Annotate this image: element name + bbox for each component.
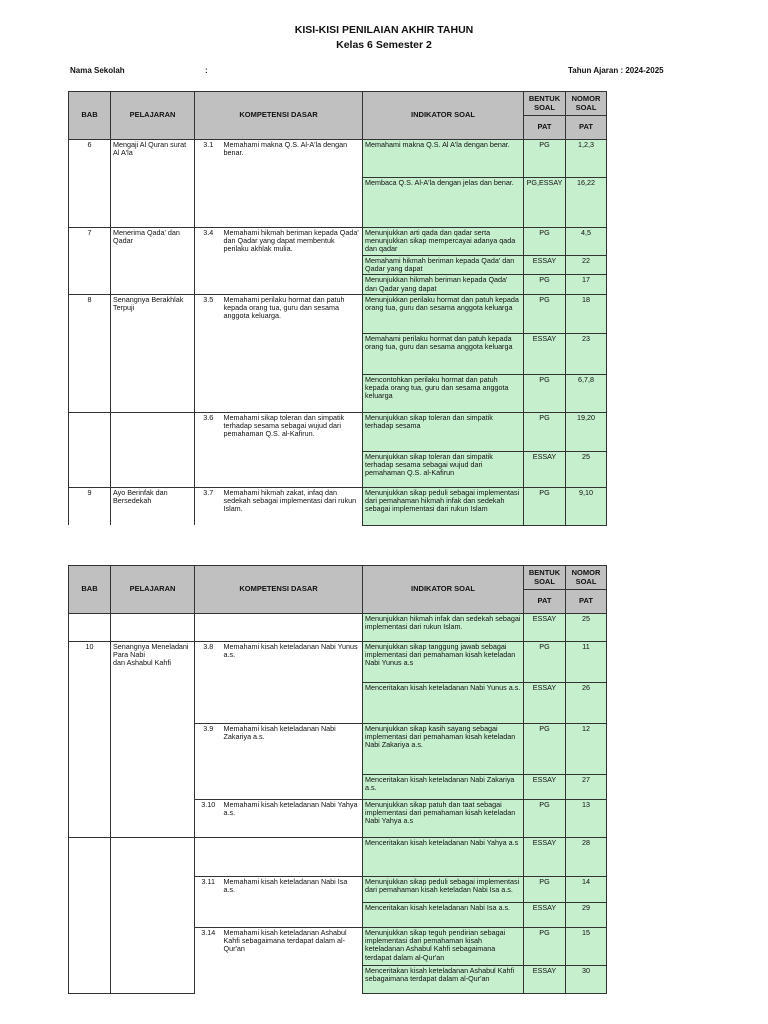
- bab-cell: [69, 724, 111, 775]
- table-row: [69, 487, 607, 525]
- table-row: [69, 966, 607, 994]
- kd-number-cell: 3.14: [195, 928, 222, 966]
- bab-cell: [69, 838, 111, 877]
- nomor-soal-cell: 11: [566, 642, 607, 683]
- header-indikator-soal: INDIKATOR SOAL: [363, 566, 524, 614]
- table-row: [69, 294, 607, 333]
- kd-text-cell: [222, 966, 363, 994]
- nomor-soal-cell: 12: [566, 724, 607, 775]
- academic-year: Tahun Ajaran : 2024-2025: [568, 66, 664, 75]
- bab-cell: 7: [69, 228, 111, 256]
- header-bab: BAB: [69, 92, 111, 140]
- kd-text-cell: Memahami makna Q.S. Al-A'la dengan benar.: [222, 140, 363, 178]
- pelajaran-cell: [111, 903, 195, 928]
- bab-cell: [69, 903, 111, 928]
- indikator-cell: Memahami makna Q.S. Al A'la dengan benar.: [363, 140, 524, 178]
- kd-number-cell: 3.7: [195, 487, 222, 525]
- pelajaran-cell: [111, 928, 195, 966]
- kd-text-cell: [222, 333, 363, 374]
- table-body: [69, 614, 607, 994]
- header-pat-nomor: PAT: [566, 590, 607, 614]
- table-row: [69, 140, 607, 178]
- bab-cell: [69, 275, 111, 294]
- kd-number-cell: 3.10: [195, 800, 222, 838]
- indikator-cell: Menceritakan kisah keteladanan Nabi Zakariya a.s.: [363, 775, 524, 800]
- pelajaran-cell: [111, 838, 195, 877]
- school-label: Nama Sekolah: [70, 66, 125, 75]
- table-row: [69, 903, 607, 928]
- nomor-soal-cell: 16,22: [566, 178, 607, 228]
- table-row: [69, 642, 607, 683]
- kd-number-cell: [195, 178, 222, 228]
- table-row: [69, 178, 607, 228]
- nomor-soal-cell: 25: [566, 451, 607, 487]
- bentuk-soal-cell: PG: [524, 412, 566, 451]
- bentuk-soal-cell: PG: [524, 374, 566, 412]
- header-pelajaran: PELAJARAN: [111, 92, 195, 140]
- school-separator: :: [205, 66, 208, 75]
- bab-cell: [69, 966, 111, 994]
- header-kompetensi-dasar: KOMPETENSI DASAR: [195, 92, 363, 140]
- indikator-cell: Menunjukkan sikap peduli sebagai implementasi dari pemahaman kisah keteladan Nabi Isa a.s.: [363, 877, 524, 903]
- bentuk-soal-cell: PG: [524, 228, 566, 256]
- kd-number-cell: [195, 966, 222, 994]
- header-kompetensi-dasar: KOMPETENSI DASAR: [195, 566, 363, 614]
- table-row: [69, 275, 607, 294]
- bentuk-soal-cell: ESSAY: [524, 451, 566, 487]
- table-row: [69, 333, 607, 374]
- bentuk-soal-cell: PG: [524, 877, 566, 903]
- pelajaran-cell: [111, 451, 195, 487]
- table-row: [69, 838, 607, 877]
- kd-number-cell: [195, 451, 222, 487]
- pelajaran-cell: Menerima Qada' dan Qadar: [111, 228, 195, 256]
- nomor-soal-cell: 25: [566, 614, 607, 642]
- kd-text-cell: Memahami kisah keteladanan Ashabul Kahfi sebagaimana terdapat dalam al-Qur'an: [222, 928, 363, 966]
- table-row: [69, 928, 607, 966]
- nomor-soal-cell: 30: [566, 966, 607, 994]
- bentuk-soal-cell: PG: [524, 487, 566, 525]
- pelajaran-cell: [111, 775, 195, 800]
- kd-number-cell: 3.4: [195, 228, 222, 256]
- kd-number-cell: [195, 275, 222, 294]
- kd-number-cell: [195, 256, 222, 275]
- bab-cell: [69, 178, 111, 228]
- bab-cell: 10: [69, 642, 111, 683]
- indikator-cell: Menunjukkan perilaku hormat dan patuh kepada orang tua, guru dan sesama anggota keluarga: [363, 294, 524, 333]
- table-row: [69, 374, 607, 412]
- pelajaran-cell: [111, 374, 195, 412]
- nomor-soal-cell: 23: [566, 333, 607, 374]
- kisi-table-2: [68, 565, 607, 994]
- header-nomor-soal: NOMOR SOAL: [566, 566, 607, 590]
- nomor-soal-cell: 4,5: [566, 228, 607, 256]
- bab-cell: [69, 333, 111, 374]
- indikator-cell: Menceritakan kisah keteladanan Ashabul Kahfi sebagaimana terdapat dalam al-Qur'an: [363, 966, 524, 994]
- bab-cell: 8: [69, 294, 111, 333]
- nomor-soal-cell: 1,2,3: [566, 140, 607, 178]
- bab-cell: 9: [69, 487, 111, 525]
- indikator-cell: Menceritakan kisah keteladanan Nabi Yunus a.s.: [363, 683, 524, 724]
- pelajaran-cell: [111, 877, 195, 903]
- bab-cell: [69, 256, 111, 275]
- table-row: [69, 451, 607, 487]
- kd-number-cell: 3.6: [195, 412, 222, 451]
- kd-number-cell: [195, 775, 222, 800]
- kd-text-cell: Memahami kisah keteladanan Nabi Yahya a.s.: [222, 800, 363, 838]
- bab-cell: [69, 614, 111, 642]
- bentuk-soal-cell: PG,ESSAY: [524, 178, 566, 228]
- kd-text-cell: [222, 178, 363, 228]
- header-pat-bentuk: PAT: [524, 116, 566, 140]
- bentuk-soal-cell: PG: [524, 800, 566, 838]
- bentuk-soal-cell: PG: [524, 275, 566, 294]
- header-nomor-soal: NOMOR SOAL: [566, 92, 607, 116]
- table-row: [69, 877, 607, 903]
- nomor-soal-cell: 17: [566, 275, 607, 294]
- kd-text-cell: Memahami perilaku hormat dan patuh kepada orang tua, guru dan sesama anggota keluarga.: [222, 294, 363, 333]
- nomor-soal-cell: 15: [566, 928, 607, 966]
- nomor-soal-cell: 9,10: [566, 487, 607, 525]
- bentuk-soal-cell: ESSAY: [524, 256, 566, 275]
- table-row: [69, 683, 607, 724]
- header-bab: BAB: [69, 566, 111, 614]
- indikator-cell: Memahami hikmah beriman kepada Qada' dan Qadar yang dapat: [363, 256, 524, 275]
- kd-number-cell: 3.5: [195, 294, 222, 333]
- kd-text-cell: [222, 374, 363, 412]
- indikator-cell: Menunjukkan sikap peduli sebagai implementasi dari pemahaman hikmah infak dan sedekah sebagai implementasi dari rukun Islam: [363, 487, 524, 525]
- kd-text-cell: [222, 903, 363, 928]
- header-pat-nomor: PAT: [566, 116, 607, 140]
- indikator-cell: Menunjukkan sikap toleran dan simpatik terhadap sesama sebagai wujud dari pemahaman Q.S. al-Kafirun: [363, 451, 524, 487]
- nomor-soal-cell: 19,20: [566, 412, 607, 451]
- pelajaran-cell: [111, 683, 195, 724]
- kd-number-cell: [195, 683, 222, 724]
- table-row: [69, 614, 607, 642]
- bentuk-soal-cell: ESSAY: [524, 903, 566, 928]
- table-row: [69, 775, 607, 800]
- indikator-cell: Menceritakan kisah keteladanan Nabi Yahya a.s: [363, 838, 524, 877]
- kd-text-cell: Memahami hikmah beriman kepada Qada' dan Qadar yang dapat membentuk perilaku akhlak mulia.: [222, 228, 363, 256]
- kd-text-cell: [222, 838, 363, 877]
- indikator-cell: Menunjukkan sikap teguh pendirian sebagai implementasi dari pemahaman kisah keteladanan Ashabul Kahfi sebagaimana terdapat dalam al-Qur'an: [363, 928, 524, 966]
- kd-text-cell: Memahami kisah keteladanan Nabi Zakariya a.s.: [222, 724, 363, 775]
- nomor-soal-cell: 14: [566, 877, 607, 903]
- header-bentuk-soal: BENTUK SOAL: [524, 566, 566, 590]
- bab-cell: [69, 877, 111, 903]
- kd-text-cell: [222, 683, 363, 724]
- header-indikator-soal: INDIKATOR SOAL: [363, 92, 524, 140]
- table-row: [69, 724, 607, 775]
- pelajaran-cell: [111, 333, 195, 374]
- pelajaran-cell: [111, 412, 195, 451]
- page-subtitle: Kelas 6 Semester 2: [336, 39, 432, 51]
- kd-number-cell: [195, 333, 222, 374]
- kd-text-cell: Memahami kisah keteladanan Nabi Isa a.s.: [222, 877, 363, 903]
- kd-number-cell: 3.1: [195, 140, 222, 178]
- kd-text-cell: Memahami kisah keteladanan Nabi Yunus a.s.: [222, 642, 363, 683]
- indikator-cell: Membaca Q.S. Al-A'la dengan jelas dan benar.: [363, 178, 524, 228]
- pelajaran-cell: [111, 800, 195, 838]
- kd-number-cell: [195, 903, 222, 928]
- kd-text-cell: [222, 614, 363, 642]
- bentuk-soal-cell: ESSAY: [524, 614, 566, 642]
- table-body: [69, 140, 607, 526]
- bentuk-soal-cell: PG: [524, 294, 566, 333]
- indikator-cell: Mencontohkan perilaku hormat dan patuh kepada orang tua, guru dan sesama anggota keluarga: [363, 374, 524, 412]
- bab-cell: [69, 451, 111, 487]
- nomor-soal-cell: 29: [566, 903, 607, 928]
- table-row: [69, 412, 607, 451]
- pelajaran-cell: Senangnya Meneladani Para Nabi dan Ashabul Kahfi: [111, 642, 195, 683]
- bab-cell: 6: [69, 140, 111, 178]
- kd-number-cell: [195, 374, 222, 412]
- kd-number-cell: 3.11: [195, 877, 222, 903]
- nomor-soal-cell: 22: [566, 256, 607, 275]
- indikator-cell: Menunjukkan sikap kasih sayang sebagai implementasi dari pemahaman kisah keteladan Nabi Zakariya a.s.: [363, 724, 524, 775]
- pelajaran-cell: Mengaji Al Quran surat Al A'la: [111, 140, 195, 178]
- nomor-soal-cell: 26: [566, 683, 607, 724]
- bab-cell: [69, 775, 111, 800]
- page-title: KISI-KISI PENILAIAN AKHIR TAHUN: [294, 24, 474, 36]
- pelajaran-cell: [111, 966, 195, 994]
- bentuk-soal-cell: PG: [524, 140, 566, 178]
- nomor-soal-cell: 18: [566, 294, 607, 333]
- pelajaran-cell: [111, 614, 195, 642]
- nomor-soal-cell: 28: [566, 838, 607, 877]
- pelajaran-cell: [111, 256, 195, 275]
- indikator-cell: Menceritakan kisah keteladanan Nabi Isa a.s.: [363, 903, 524, 928]
- indikator-cell: Menunjukkan arti qada dan qadar serta menunjukkan sikap mempercayai adanya qada dan qadar: [363, 228, 524, 256]
- bentuk-soal-cell: ESSAY: [524, 966, 566, 994]
- bab-cell: [69, 928, 111, 966]
- pelajaran-cell: [111, 275, 195, 294]
- bentuk-soal-cell: PG: [524, 928, 566, 966]
- kd-text-cell: [222, 451, 363, 487]
- kisi-table-1: [68, 91, 607, 526]
- pelajaran-cell: [111, 724, 195, 775]
- bab-cell: [69, 412, 111, 451]
- header-bentuk-soal: BENTUK SOAL: [524, 92, 566, 116]
- indikator-cell: Menunjukkan hikmah infak dan sedekah sebagai implementasi dari rukun Islam.: [363, 614, 524, 642]
- bentuk-soal-cell: ESSAY: [524, 333, 566, 374]
- kd-text-cell: [222, 775, 363, 800]
- indikator-cell: Menunjukkan sikap tanggung jawab sebagai implementasi dari pemahaman kisah keteladan Nabi Yunus a.s: [363, 642, 524, 683]
- bab-cell: [69, 374, 111, 412]
- indikator-cell: Menunjukkan sikap patuh dan taat sebagai implementasi dari pemahaman kisah keteladan Nabi Yahya a.s: [363, 800, 524, 838]
- bentuk-soal-cell: PG: [524, 724, 566, 775]
- header-pelajaran: PELAJARAN: [111, 566, 195, 614]
- table-row: [69, 256, 607, 275]
- header-pat-bentuk: PAT: [524, 590, 566, 614]
- bab-cell: [69, 683, 111, 724]
- kd-text-cell: Memahami sikap toleran dan simpatik terhadap sesama sebagai wujud dari pemahaman Q.S. al-Kafirun.: [222, 412, 363, 451]
- kd-number-cell: [195, 614, 222, 642]
- pelajaran-cell: Senangnya Berakhlak Terpuji: [111, 294, 195, 333]
- nomor-soal-cell: 27: [566, 775, 607, 800]
- kd-number-cell: [195, 838, 222, 877]
- indikator-cell: Menunjukkan sikap toleran dan simpatik terhadap sesama: [363, 412, 524, 451]
- kd-text-cell: Memahami hikmah zakat, infaq dan sedekah sebagai implementasi dari rukun Islam.: [222, 487, 363, 525]
- indikator-cell: Menunjukkan hikmah beriman kepada Qada' dan Qadar yang dapat: [363, 275, 524, 294]
- indikator-cell: Memahami perilaku hormat dan patuh kepada orang tua, guru dan sesama anggota keluarga: [363, 333, 524, 374]
- kd-number-cell: 3.8: [195, 642, 222, 683]
- bentuk-soal-cell: ESSAY: [524, 838, 566, 877]
- table-row: [69, 228, 607, 256]
- kd-text-cell: [222, 275, 363, 294]
- kd-text-cell: [222, 256, 363, 275]
- pelajaran-cell: Ayo Berinfak dan Bersedekah: [111, 487, 195, 525]
- table-row: [69, 800, 607, 838]
- nomor-soal-cell: 6,7,8: [566, 374, 607, 412]
- bab-cell: [69, 800, 111, 838]
- bentuk-soal-cell: ESSAY: [524, 683, 566, 724]
- kd-number-cell: 3.9: [195, 724, 222, 775]
- pelajaran-cell: [111, 178, 195, 228]
- bentuk-soal-cell: ESSAY: [524, 775, 566, 800]
- nomor-soal-cell: 13: [566, 800, 607, 838]
- bentuk-soal-cell: PG: [524, 642, 566, 683]
